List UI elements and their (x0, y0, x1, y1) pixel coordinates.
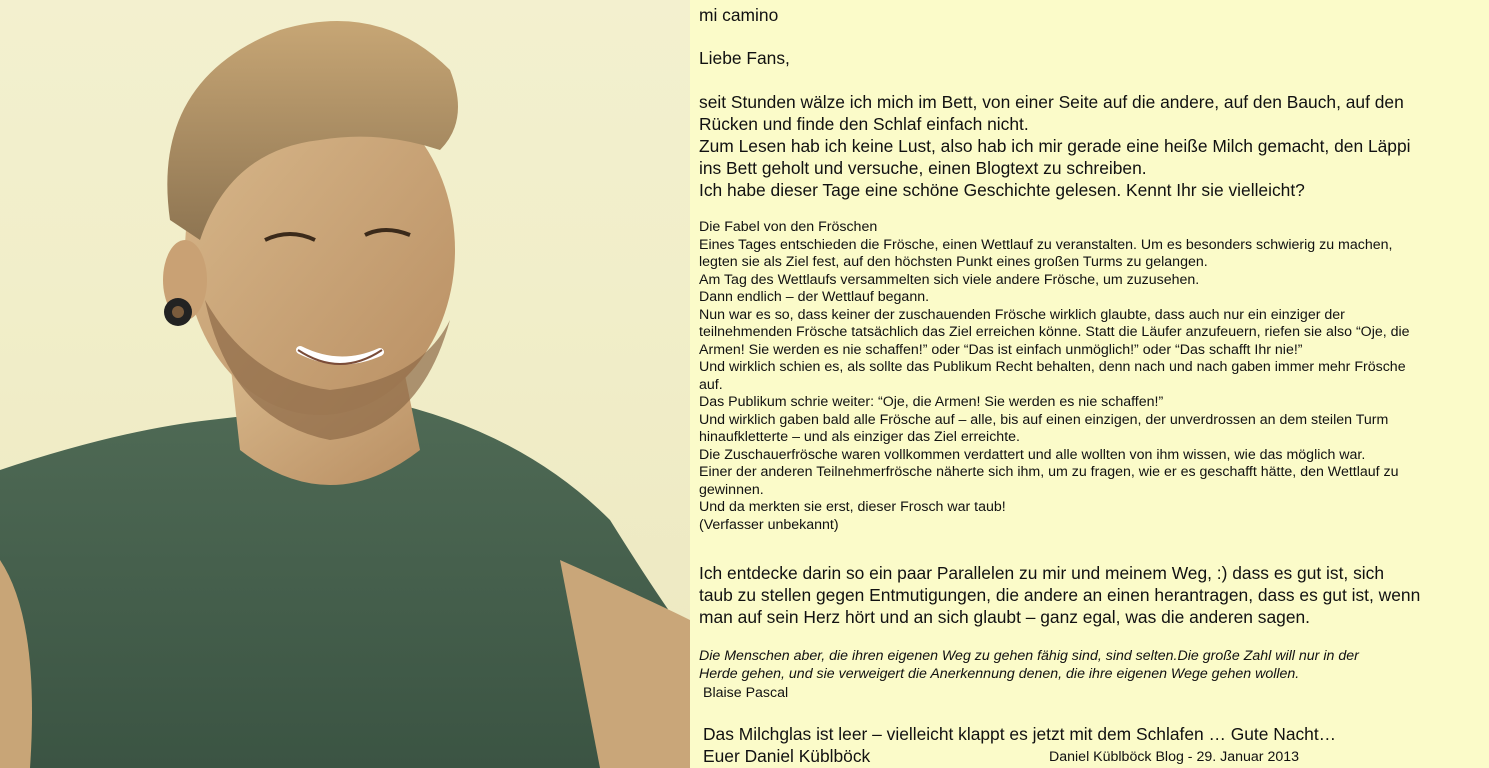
fable-line: Die Zuschauerfrösche waren vollkommen verdattert und alle wollten von ihm wissen, wie das möglich war. (699, 446, 1366, 463)
intro-line: seit Stunden wälze ich mich im Bett, von einer Seite auf die andere, auf den Bauch, auf den (699, 92, 1404, 112)
reflection-paragraph (699, 562, 1420, 628)
reflection-line: Ich entdecke darin so ein paar Parallelen zu mir und meinem Weg, :) dass es gut ist, sich (699, 563, 1385, 583)
fable-line: auf. (699, 376, 723, 393)
fable-line: hinaufkletterte – und als einziger das Ziel erreichte. (699, 429, 1020, 445)
fable-block (699, 219, 1410, 534)
fable-line: Am Tag des Wettlaufs versammelten sich viele andere Frösche, um zuzusehen. (699, 271, 1200, 288)
signature: Euer Daniel Küblböck (703, 746, 871, 766)
fable-line: Einer der anderen Teilnehmerfrösche näherte sich ihm, um zu fragen, wie er es geschafft hätte, den Wettlauf zu (699, 464, 1399, 480)
quote-line: Die Menschen aber, die ihren eigenen Weg zu gehen fähig sind, sind selten.Die große Zahl will nur in der (699, 648, 1359, 664)
reflection-line: man auf sein Herz hört und an sich glaubt – ganz egal, was die anderen sagen. (699, 607, 1310, 627)
fable-line: legten sie als Ziel fest, auf den höchsten Punkt eines großen Turms zu gelangen. (699, 254, 1208, 270)
fable-line: Und wirklich schien es, als sollte das Publikum Recht behalten, denn nach und nach gaben immer mehr Frösche (699, 359, 1406, 375)
fable-line: teilnehmenden Frösche tatsächlich das Ziel erreichen könne. Statt die Läufer anzufeuern, riefen sie also “Oje, die (699, 324, 1410, 340)
greeting: Liebe Fans, (699, 48, 790, 68)
fable-line: Das Publikum schrie weiter: “Oje, die Armen! Sie werden es nie schaffen!” (699, 394, 1164, 410)
portrait-photo (0, 0, 690, 768)
intro-paragraph (699, 91, 1411, 201)
intro-line: Ich habe dieser Tage eine schöne Geschichte gelesen. Kennt Ihr sie vielleicht? (699, 180, 1305, 200)
fable-line: gewinnen. (699, 481, 764, 498)
intro-line: Rücken und finde den Schlaf einfach nicht. (699, 114, 1029, 134)
fable-title: Die Fabel von den Fröschen (699, 219, 878, 235)
fable-line: Armen! Sie werden es nie schaffen!” oder “Das ist einfach unmöglich!” oder “Das schafft Ihr nie!” (699, 341, 1303, 358)
intro-line: Zum Lesen hab ich keine Lust, also hab ich mir gerade eine heiße Milch gemacht, den Läppi (699, 136, 1411, 156)
fable-author: (Verfasser unbekannt) (699, 516, 839, 533)
fable-line: Und da merkten sie erst, dieser Frosch war taub! (699, 499, 1006, 515)
reflection-line: taub zu stellen gegen Entmutigungen, die andere an einen herantragen, dass es gut ist, wenn (699, 585, 1421, 605)
fable-line: Und wirklich gaben bald alle Frösche auf – alle, bis auf einen einzigen, der unverdrossen an dem steilen Turm (699, 411, 1389, 428)
post-title: mi camino (699, 5, 779, 25)
closing-line: Das Milchglas ist leer – vielleicht klappt es jetzt mit dem Schlafen … Gute Nacht… (703, 724, 1337, 744)
quote-author: Blaise Pascal (703, 685, 789, 701)
fable-line: Dann endlich – der Wettlauf begann. (699, 289, 930, 305)
fable-line: Eines Tages entschieden die Frösche, einen Wettlauf zu veranstalten. Um es besonders schwierig zu machen, (699, 236, 1393, 253)
fable-line: Nun war es so, dass keiner der zuschauenden Frösche wirklich glaubte, dass auch nur ein einziger der (699, 306, 1345, 323)
quote-line: Herde gehen, und sie verweigert die Anerkennung denen, die ihre eigenen Wege gehen wollen. (699, 666, 1300, 682)
pascal-quote (699, 647, 1359, 683)
footer-credit: Daniel Küblböck Blog - 29. Januar 2013 (1049, 749, 1300, 765)
intro-line: ins Bett geholt und versuche, einen Blogtext zu schreiben. (699, 158, 1147, 178)
